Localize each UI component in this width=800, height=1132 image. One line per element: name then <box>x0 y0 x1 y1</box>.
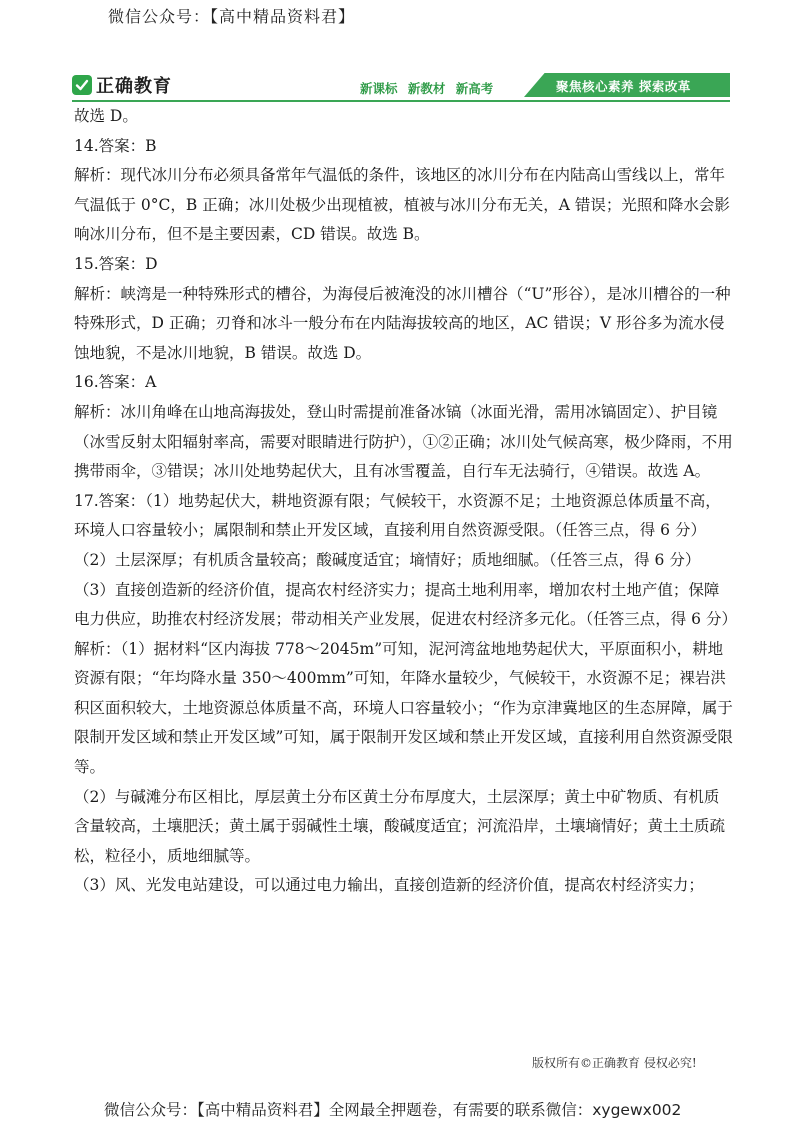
analysis-17-part-1: 解析：（1）据材料“区内海拔 778～2045m”可知，泥河湾盆地地势起伏大，平原面积小，耕地资源有限；“年均降水量 350～400mm”可知，年降水量较少，气候较干，水资源不足；裸岩洪积区面积较大，土地资源总体质量不高，环境人口容量较小；“作为京津冀地区的生态屏障，属于限制开发区域和禁止开发区域”可知，属于限制开发区域和禁止开发区域，直接利用自然资源受限等。 <box>74 639 733 777</box>
logo-text: 正确教育 <box>96 76 172 97</box>
top-watermark: 微信公众号：【高中精品资料君】 <box>108 7 356 26</box>
paragraph: 故选 D。 <box>74 107 138 125</box>
answer-14: 14.答案：B <box>74 136 157 155</box>
answer-16: 16.答案：A <box>74 373 157 392</box>
analysis-17-part-2: （2）与碱滩分布区相比，厚层黄土分布区黄土分布厚度大，土层深厚；黄土中矿物质、有机质含量较高，土壤肥沃；黄土属于弱碱性土壤，酸碱度适宜；河流沿岸，土壤墒情好；黄土土质疏松，粒径小，质地细腻等。 <box>74 787 726 865</box>
analysis-16: 解析：冰川角峰在山地高海拔处，登山时需提前准备冰镐（冰面光滑，需用冰镐固定）、护目镜（冰雪反射太阳辐射率高，需要对眼睛进行防护），①②正确；冰川处气候高寒，极少降雨，不用携带雨伞，③错误；冰川处地势起伏大，且有冰雪覆盖，自行车无法骑行，④错误。故选 A。 <box>74 402 733 481</box>
check-icon <box>72 75 92 95</box>
analysis-17-part-3: （3）风、光发电站建设，可以通过电力输出，直接创造新的经济价值，提高农村经济实力； <box>74 876 704 895</box>
copyright-notice: 版权所有©正确教育 侵权必究! <box>532 1056 697 1070</box>
answer-17-part-3: （3）直接创造新的经济价值，提高农村经济实力；提高土地利用率，增加农村土地产值；保障电力供应，助推农村经济发展；带动相关产业发展，促进农村经济多元化。（任答三点，得 6 分） <box>74 580 737 629</box>
slogan-2: 新教材 <box>407 81 446 96</box>
slogan-3: 新高考 <box>455 81 494 96</box>
bottom-watermark: 微信公众号：【高中精品资料君】全网最全押题卷，有需要的联系微信：xygewx002 <box>104 1101 682 1119</box>
highlight-text: 聚焦核心素养 探索改革 <box>556 79 691 94</box>
answer-17: 17.答案：（1）地势起伏大，耕地资源有限；气候较干，水资源不足；土地资源总体质量不高，环境人口容量较小；属限制和禁止开发区域，直接利用自然资源受限。（任答三点，得 6 分） <box>74 491 721 540</box>
logo <box>72 72 172 98</box>
answer-17-part-2: （2）土层深厚；有机质含量较高；酸碱度适宜；墒情好；质地细腻。（任答三点，得 6 分） <box>74 550 701 569</box>
slogans <box>360 79 499 97</box>
answer-15: 15.答案：D <box>74 254 158 273</box>
slogan-1: 新课标 <box>360 81 398 96</box>
analysis-15: 解析：峡湾是一种特殊形式的槽谷，为海侵后被淹没的冰川槽谷（“U”形谷），是冰川槽谷的一种特殊形式，D 正确；刃脊和冰斗一般分布在内陆海拔较高的地区，AC 错误；V 形谷多为流水侵蚀地貌，不是冰川地貌，B 错误。故选 D。 <box>74 284 731 362</box>
header-banner <box>72 68 730 102</box>
document-body <box>74 102 737 901</box>
analysis-14: 解析：现代冰川分布必须具备常年气温低的条件，该地区的冰川分布在内陆高山雪线以上，常年气温低于 0°C，B 正确；冰川处极少出现植被，植被与冰川分布无关，A 错误；光照和降水会影响冰川分布，但不是主要因素，CD 错误。故选 B。 <box>74 166 730 244</box>
